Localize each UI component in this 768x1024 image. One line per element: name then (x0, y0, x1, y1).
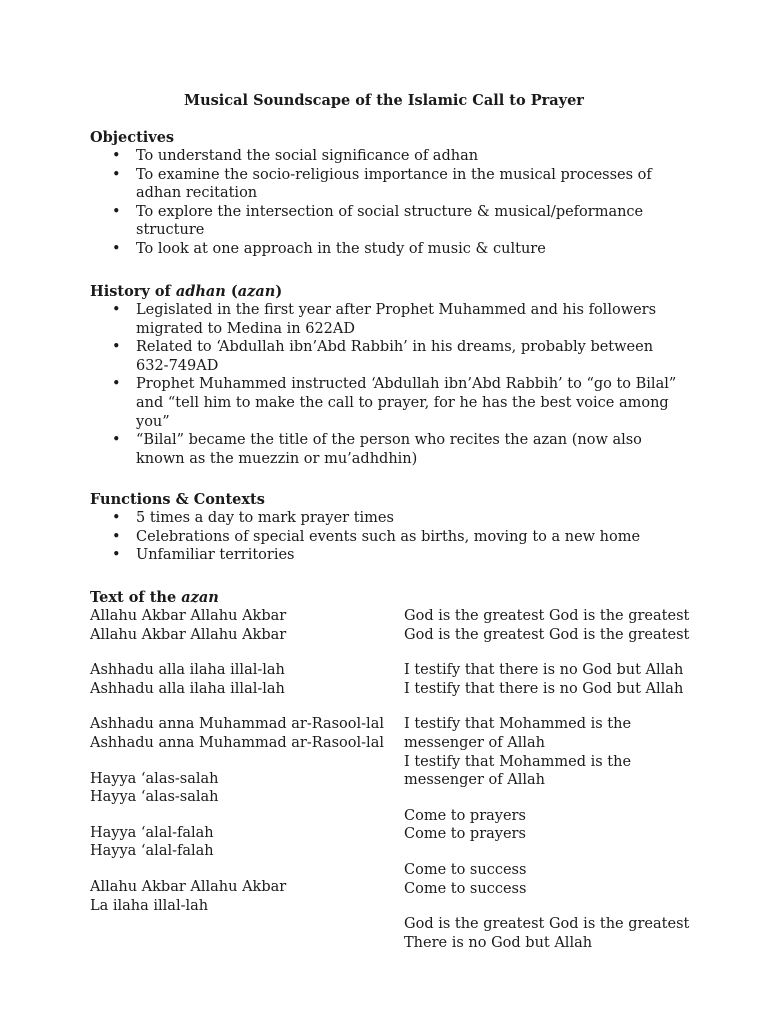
azan-translation-line: I testify that there is no God but Allah (404, 662, 684, 679)
list-item: • Unfamiliar territories (90, 546, 690, 565)
azan-text-section (90, 588, 750, 952)
history-list (90, 301, 690, 468)
list-item: • To examine the socio-religious importance in the musical processes of adhan recitation (90, 166, 690, 203)
azan-translation-line: Come to success (404, 880, 527, 897)
azan-gap (404, 698, 750, 715)
list-item: • To look at one approach in the study of music & culture (90, 240, 690, 259)
objectives-list (90, 147, 690, 259)
azan-translation-line: messenger of Allah (404, 772, 545, 789)
azan-translation-line: Come to prayers (404, 807, 526, 824)
azan-line: Hayya ‘alas-salah (90, 789, 219, 806)
azan-line: Allahu Akbar Allahu Akbar (90, 626, 287, 643)
functions-heading: Functions & Contexts (90, 491, 265, 508)
functions-section (90, 490, 690, 565)
list-item: • To explore the intersection of social structure & musical/peformance structure (90, 203, 690, 240)
azan-heading-prefix: Text of the (90, 589, 182, 606)
azan-translation-line: God is the greatest God is the greatest (404, 608, 690, 624)
azan-translation-line: I testify that Mohammed is the (404, 753, 632, 770)
azan-line: La ilaha illal-lah (90, 897, 209, 914)
list-item: • Related to ‘Abdullah ibn’Abd Rabbih’ in his dreams, probably between 632-749AD (90, 338, 690, 375)
azan-line: Ashhadu alla ilaha illal-lah (90, 680, 285, 697)
list-item: • To understand the social significance of adhan (90, 147, 690, 166)
functions-list (90, 509, 690, 565)
history-heading-term: adhan (175, 283, 226, 300)
azan-gap (404, 844, 750, 861)
azan-gap (404, 644, 750, 661)
history-heading (90, 282, 690, 301)
document-title: Musical Soundscape of the Islamic Call to Prayer (184, 92, 584, 109)
azan-columns (90, 607, 750, 952)
azan-heading-term: azan (181, 589, 219, 606)
azan-line: Hayya ‘alal-falah (90, 843, 214, 860)
list-item: • Celebrations of special events such as births, moving to a new home (90, 528, 690, 547)
history-heading-alt: azan (237, 283, 276, 300)
azan-gap (90, 698, 404, 715)
azan-translation-line: I testify that Mohammed is the (404, 716, 632, 733)
azan-translation-line: There is no God but Allah (404, 934, 593, 951)
azan-translation-line: God is the greatest God is the greatest (404, 626, 690, 643)
azan-heading (90, 588, 750, 607)
azan-gap (404, 898, 750, 915)
azan-gap (90, 861, 404, 878)
azan-gap (90, 753, 404, 770)
azan-translation-line: I testify that there is no God but Allah (404, 680, 684, 697)
history-section (90, 282, 690, 468)
azan-translation-line: Come to prayers (404, 826, 526, 843)
objectives-section (90, 128, 690, 259)
azan-line: Hayya ‘alas-salah (90, 770, 219, 787)
list-item: • Prophet Muhammed instructed ‘Abdullah ibn’Abd Rabbih’ to “go to Bilal” and “tell him to make the call to prayer, for he has the best voice among you” (90, 375, 690, 431)
azan-line: Allahu Akbar Allahu Akbar (90, 608, 287, 624)
list-item: • 5 times a day to mark prayer times (90, 509, 690, 528)
azan-gap (404, 790, 750, 807)
azan-arabic-column (90, 607, 404, 952)
azan-gap (90, 644, 404, 661)
azan-line: Ashhadu alla ilaha illal-lah (90, 662, 285, 679)
azan-gap (90, 807, 404, 824)
list-item: • Legislated in the first year after Prophet Muhammed and his followers migrated to Medina in 622AD (90, 301, 690, 338)
objectives-heading: Objectives (90, 129, 175, 146)
azan-line: Hayya ‘alal-falah (90, 824, 214, 841)
azan-translation-line: God is the greatest God is the greatest (404, 916, 690, 933)
history-heading-prefix: History of (90, 283, 176, 300)
azan-english-column (404, 607, 750, 952)
list-item: • “Bilal” became the title of the person who recites the azan (now also known as the muezzin or mu’adhdhin) (90, 431, 690, 468)
history-heading-close: ) (275, 283, 283, 300)
azan-line: Ashhadu anna Muhammad ar-Rasool-lal (90, 734, 384, 751)
azan-translation-line: messenger of Allah (404, 734, 545, 751)
azan-line: Ashhadu anna Muhammad ar-Rasool-lal (90, 716, 384, 733)
history-heading-open: ( (225, 283, 238, 300)
azan-translation-line: Come to success (404, 861, 527, 878)
azan-line: Allahu Akbar Allahu Akbar (90, 878, 287, 895)
